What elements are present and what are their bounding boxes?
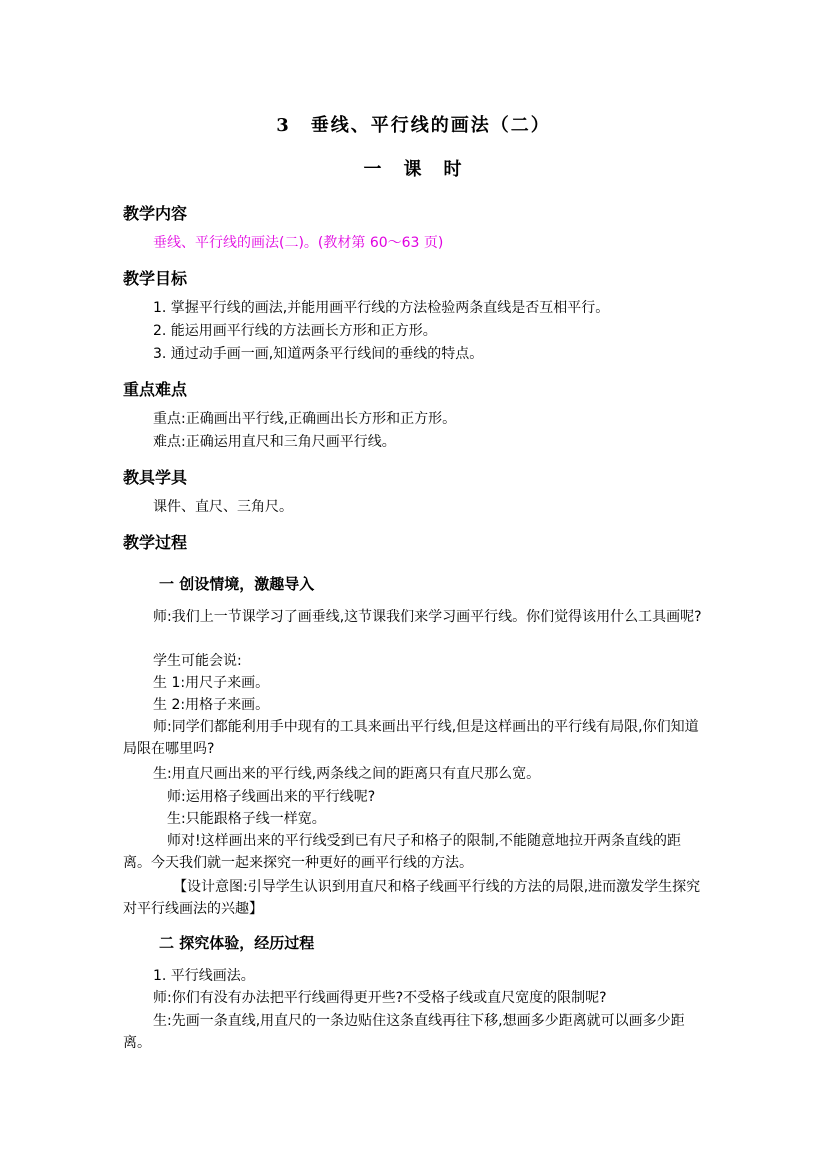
part1-paragraph-2: 学生可能会说: <box>153 653 242 669</box>
tools-text: 课件、直尺、三角尺。 <box>153 499 293 515</box>
part1-paragraph-9: 师对!这样画出来的平行线受到已有尺子和格子的限制,不能随意地拉开两条直线的距离。今天我们就一起来探究一种更好的画平行线的方法。 <box>123 833 682 871</box>
part1-paragraph-4: 生 2:用格子来画。 <box>153 697 270 713</box>
part1-title: 一 创设情境，激趣导入 <box>159 575 315 593</box>
goal-item-2: 2. 能运用画平行线的方法画长方形和正方形。 <box>153 323 437 339</box>
part1-paragraph-6: 生:用直尺画出来的平行线,两条线之间的距离只有直尺那么宽。 <box>153 766 541 782</box>
part1-paragraph-1: 师:我们上一节课学习了画垂线,这节课我们来学习画平行线。你们觉得该用什么工具画呢? <box>153 609 702 625</box>
difficult-point: 难点:正确运用直尺和三角尺画平行线。 <box>153 434 396 450</box>
heading-process: 教学过程 <box>123 533 188 552</box>
design-intent-note: 【设计意图:引导学生认识到用直尺和格子线画平行线的方法的局限,进而激发学生探究对平行线画法的兴趣】 <box>123 879 701 917</box>
heading-content: 教学内容 <box>123 204 188 223</box>
part1-paragraph-7: 师:运用格子线画出来的平行线呢? <box>167 789 376 805</box>
lesson-subtitle: 一 课 时 <box>363 159 464 180</box>
part1-paragraph-3: 生 1:用尺子来画。 <box>153 675 270 691</box>
content-text: 垂线、平行线的画法(二)。(教材第 60～63 页) <box>153 235 444 251</box>
part2-paragraph-3: 生:先画一条直线,用直尺的一条边贴住这条直线再往下移,想画多少距离就可以画多少距离。 <box>123 1013 685 1051</box>
heading-tools: 教具学具 <box>123 468 188 487</box>
part1-paragraph-8: 生:只能跟格子线一样宽。 <box>167 811 326 827</box>
part1-paragraph-5: 师:同学们都能利用手中现有的工具来画出平行线,但是这样画出的平行线有局限,你们知道局限在哪里吗? <box>123 719 699 757</box>
heading-keypoints: 重点难点 <box>123 380 188 399</box>
goal-item-3: 3. 通过动手画一画,知道两条平行线间的垂线的特点。 <box>153 346 484 362</box>
part2-title: 二 探究体验，经历过程 <box>159 934 315 952</box>
heading-goals: 教学目标 <box>123 269 188 288</box>
part2-paragraph-2: 师:你们有没有办法把平行线画得更开些?不受格子线或直尺宽度的限制呢? <box>153 990 607 1006</box>
lesson-title: 3 垂线、平行线的画法（二） <box>276 115 551 136</box>
part2-paragraph-1: 1. 平行线画法。 <box>153 968 255 984</box>
goal-item-1: 1. 掌握平行线的画法,并能用画平行线的方法检验两条直线是否互相平行。 <box>153 300 610 316</box>
key-point: 重点:正确画出平行线,正确画出长方形和正方形。 <box>153 411 457 427</box>
